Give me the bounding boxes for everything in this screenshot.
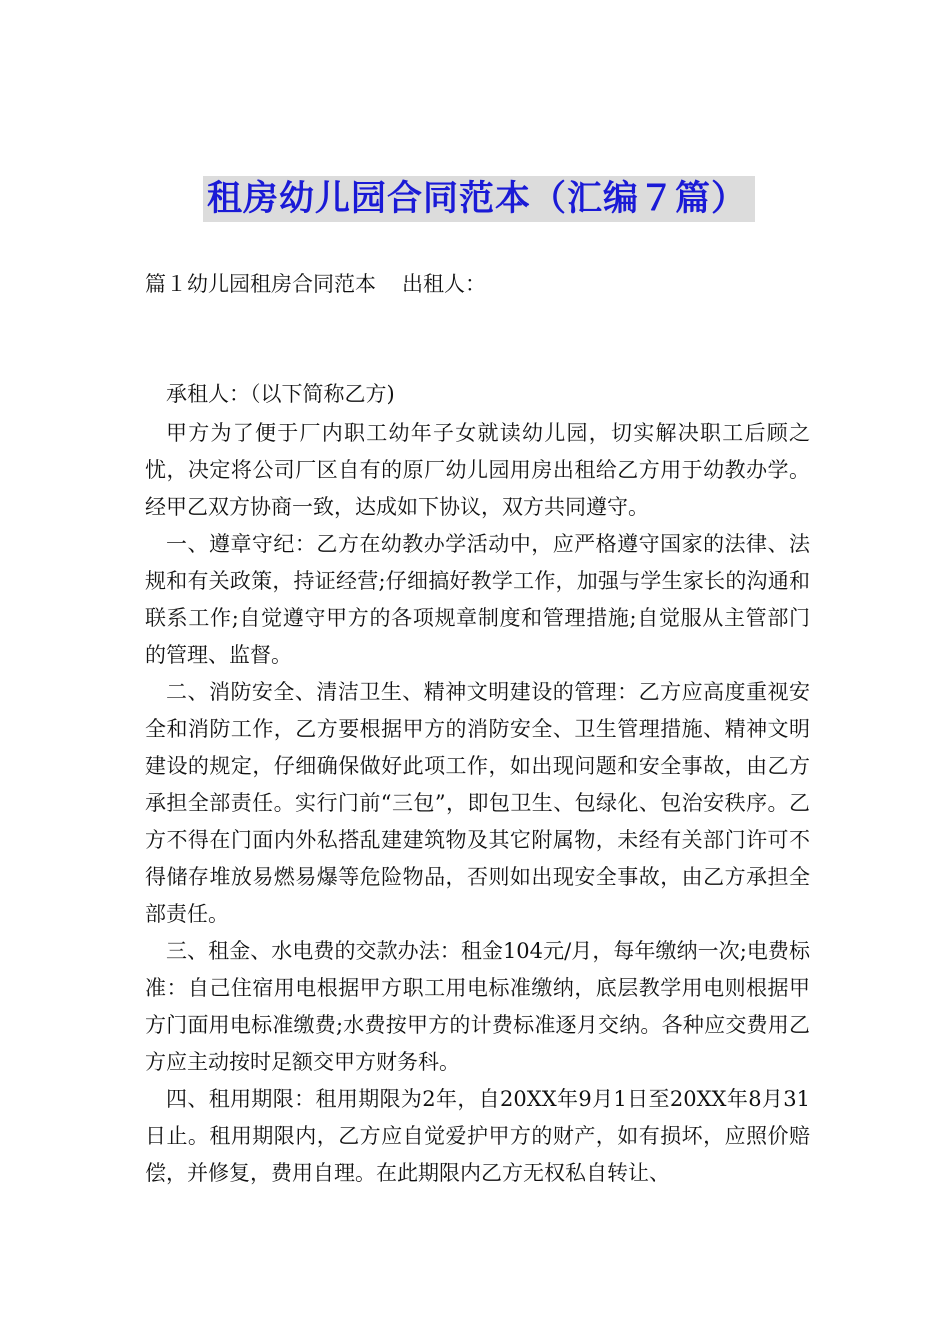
paragraph-clause-4: 四、租用期限：租用期限为2年，自20XX年9月1日至20XX年8月31日止。租用期限内，乙方应自觉爱护甲方的财产，如有损坏，应照价赔偿，并修复，费用自理。在此期限内乙方无权私自转让、 xyxy=(145,1087,810,1185)
paragraph-intro: 甲方为了便于厂内职工幼年子女就读幼儿园，切实解决职工后顾之忧，决定将公司厂区自有的原厂幼儿园用房出租给乙方用于幼教办学。经甲乙双方协商一致，达成如下协议，双方共同遵守。 xyxy=(145,421,810,519)
chapter-heading-line xyxy=(145,266,810,303)
paragraph-clause-2: 二、消防安全、清洁卫生、精神文明建设的管理：乙方应高度重视安全和消防工作，乙方要根据甲方的消防安全、卫生管理措施、精神文明建设的规定，仔细确保做好此项工作，如出现问题和安全事故，由乙方承担全部责任。实行门前“三包”，即包卫生、包绿化、包治安秩序。乙方不得在门面内外私搭乱建建筑物及其它附属物，未经有关部门许可不得储存堆放易燃易爆等危险物品，否则如出现安全事故，由乙方承担全部责任。 xyxy=(145,680,810,926)
chapter-heading: 篇１幼儿园租房合同范本 xyxy=(145,272,376,296)
paragraph-clause-3: 三、租金、水电费的交款办法：租金104元/月，每年缴纳一次;电费标准：自己住宿用电根据甲方职工用电标准缴纳，底层教学用电则根据甲方门面用电标准缴费;水费按甲方的计费标准逐月交纳。各种应交费用乙方应主动按时足额交甲方财务科。 xyxy=(145,939,810,1074)
title-container xyxy=(0,176,950,222)
contract-body xyxy=(145,415,810,1192)
document-title: 租房幼儿园合同范本（汇编７篇） xyxy=(203,176,755,222)
paragraph-clause-1: 一、遵章守纪：乙方在幼教办学活动中，应严格遵守国家的法律、法规和有关政策，持证经营;仔细搞好教学工作，加强与学生家长的沟通和联系工作;自觉遵守甲方的各项规章制度和管理措施;自觉服从主管部门的管理、监督。 xyxy=(145,532,810,667)
lessor-label: 出租人： xyxy=(402,272,486,296)
lessee-line: 承租人：（以下简称乙方) xyxy=(166,382,395,406)
